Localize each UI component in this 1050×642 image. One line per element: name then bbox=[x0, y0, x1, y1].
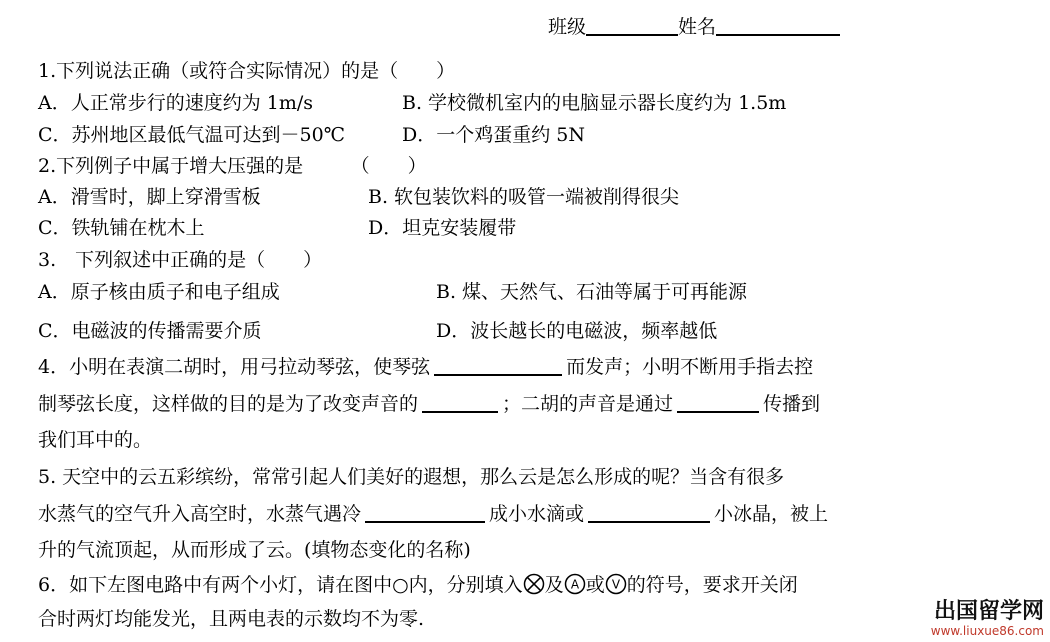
q6-line-1 bbox=[38, 572, 798, 598]
q5-line-2 bbox=[38, 501, 828, 527]
watermark-logo-text: 出国留学网 bbox=[933, 599, 1044, 624]
class-label: 班级 bbox=[548, 16, 587, 38]
q5-text-2b: 成小水滴或 bbox=[489, 503, 585, 525]
q3-option-c: C．电磁波的传播需要介质 bbox=[38, 320, 262, 342]
q4-text-2a: 制琴弦长度，这样做的目的是为了改变声音的 bbox=[38, 393, 419, 415]
q6-line-2: 合时两灯均能发光，且两电表的示数均不为零. bbox=[38, 608, 425, 630]
q2-option-c: C．铁轨铺在枕木上 bbox=[38, 217, 205, 239]
watermark bbox=[931, 600, 1044, 638]
q1-stem: 1.下列说法正确（或符合实际情况）的是（ ） bbox=[38, 60, 456, 82]
q2-option-a: A．滑雪时，脚上穿滑雪板 bbox=[38, 186, 261, 208]
q1-option-c: C．苏州地区最低气温可达到－50℃ bbox=[38, 124, 345, 146]
q2-option-b: B. 软包装饮料的吸管一端被削得很尖 bbox=[368, 186, 680, 208]
q4-line-3: 我们耳中的。 bbox=[38, 429, 153, 451]
q6-text-1b: 及 bbox=[544, 574, 564, 596]
q5-line-3: 升的气流顶起，从而形成了云。(填物态变化的名称) bbox=[38, 539, 471, 561]
q5-blank-1 bbox=[365, 501, 485, 523]
name-blank bbox=[716, 14, 840, 36]
q3-option-a: A．原子核由质子和电子组成 bbox=[38, 281, 280, 303]
q6-text-1a: 6．如下左图电路中有两个小灯，请在图中○内，分别填入 bbox=[38, 574, 523, 596]
q3-option-b: B. 煤、天然气、石油等属于可再能源 bbox=[436, 281, 748, 303]
q2-option-d: D．坦克安装履带 bbox=[368, 217, 517, 239]
q2-stem: 2.下列例子中属于增大压强的是 （ ） bbox=[38, 155, 427, 177]
q4-line-2 bbox=[38, 391, 820, 417]
q1-option-b: B. 学校微机室内的电脑显示器长度约为 1.5m bbox=[402, 92, 787, 114]
class-blank bbox=[586, 14, 678, 36]
q3-option-d: D．波长越长的电磁波，频率越低 bbox=[436, 320, 718, 342]
watermark-url: www.liuxue86.com bbox=[930, 624, 1044, 638]
q5-text-2a: 水蒸气的空气升入高空时，水蒸气遇冷 bbox=[38, 503, 362, 525]
ammeter-symbol-icon bbox=[564, 573, 586, 595]
q4-blank-2 bbox=[422, 391, 498, 413]
ammeter-letter: A bbox=[570, 577, 579, 592]
q6-text-1d: 的符号，要求开关闭 bbox=[626, 574, 798, 596]
q6-text-1c: 或 bbox=[585, 574, 605, 596]
q4-text-1b: 而发声；小明不断用手指去控 bbox=[566, 356, 814, 378]
header bbox=[548, 14, 840, 40]
q4-text-2c: 传播到 bbox=[763, 393, 821, 415]
q5-text-2c: 小冰晶，被上 bbox=[714, 503, 829, 525]
q5-line-1: 5. 天空中的云五彩缤纷，常常引起人们美好的遐想，那么云是怎么形成的呢？当含有很多 bbox=[38, 466, 785, 488]
voltmeter-letter: V bbox=[611, 577, 620, 592]
q4-line-1 bbox=[38, 354, 813, 380]
voltmeter-symbol-icon bbox=[605, 573, 627, 595]
q4-blank-3 bbox=[677, 391, 759, 413]
q1-option-d: D．一个鸡蛋重约 5N bbox=[402, 124, 585, 146]
q5-blank-2 bbox=[588, 501, 710, 523]
q4-blank-1 bbox=[434, 354, 562, 376]
q4-text-2b: ；二胡的声音是通过 bbox=[502, 393, 674, 415]
name-label: 姓名 bbox=[678, 16, 717, 38]
q4-text-1a: 4．小明在表演二胡时，用弓拉动琴弦，使琴弦 bbox=[38, 356, 431, 378]
q3-stem: 3. 下列叙述中正确的是（ ） bbox=[38, 249, 323, 271]
lamp-symbol-icon bbox=[523, 573, 545, 595]
q1-option-a: A．人正常步行的速度约为 1m/s bbox=[38, 92, 314, 114]
